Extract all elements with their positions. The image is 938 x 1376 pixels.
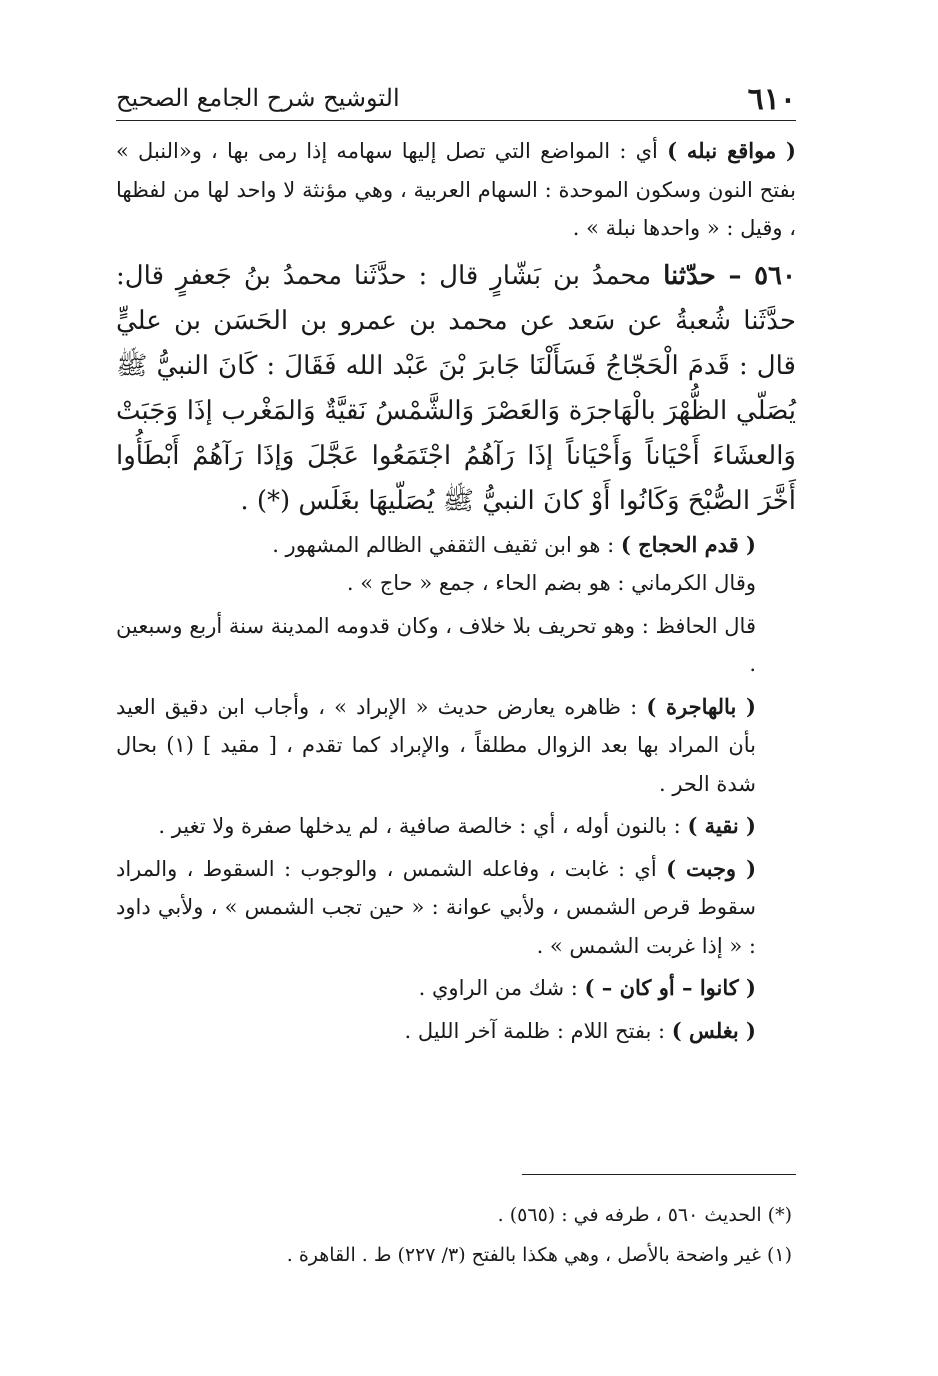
- footnote-1: (١) غير واضحة بالأصل ، وهي هكذا بالفتح (٣/ ٢٢٧) ط . القاهرة .: [286, 1244, 792, 1266]
- paragraph-naqiyya: [116, 807, 796, 846]
- lemma: ( مواقع نبله ): [667, 138, 796, 163]
- lemma: ( كانوا – أو كان – ): [584, 975, 756, 1000]
- paragraph-qadima-al-hajjaj: [116, 526, 796, 565]
- commentary: قال الحافظ : وهو تحريف بلا خلاف ، وكان قدومه المدينة سنة أربع وسبعين .: [116, 613, 756, 676]
- paragraph-mawaqi-nablih: [116, 132, 796, 248]
- lemma: ( وجبت ): [666, 855, 757, 881]
- paragraph-bil-hajira: [116, 688, 796, 804]
- commentary: : بفتح اللام : ظلمة آخر الليل .: [404, 1018, 672, 1043]
- lemma: ( قدم الحجاج ): [620, 531, 756, 557]
- commentary: أي : المواضع التي تصل إليها سهامه إذا رمى بها ، و«النبل » بفتح النون وسكون الموحدة : السهام العربية ، وهي مؤنثة لا واحد لها من لفظها ، وقيل : « واحدها نبلة » .: [116, 139, 796, 240]
- commentary: : شك من الراوي .: [418, 976, 585, 1000]
- page-header: [116, 80, 796, 121]
- paragraph-wajabat: [116, 850, 796, 966]
- commentary: : هو ابن ثقيف الثقفي الظالم المشهور .: [272, 532, 621, 557]
- footnotes: [116, 1195, 796, 1275]
- commentary: أي : غابت ، وفاعله الشمس ، والوجوب : السقوط ، والمراد سقوط قرص الشمس ، ولأبي عوانة : « حين تجب الشمس » ، ولأبي داود : « إذا غربت الشمس » .: [116, 856, 757, 958]
- commentary: وقال الكرماني : هو بضم الحاء ، جمع « حاج » .: [346, 571, 756, 595]
- hadith-560: [116, 254, 796, 524]
- page-number: ٦١٠: [747, 82, 796, 117]
- commentary: : ظاهره يعارض حديث « الإبراد » ، وأجاب ابن دقيق العيد بأن المراد بها بعد الزوال مطلقاً ، والإبراد كما تقدم ، [ مقيد ] (١) بحال شدة الحر .: [116, 694, 756, 796]
- footnote-star: (*) الحديث ٥٦٠ ، طرفه في : (٥٦٥) .: [497, 1204, 792, 1226]
- running-title: التوشيح شرح الجامع الصحيح: [116, 84, 400, 112]
- lemma: ( بالهاجرة ): [646, 693, 756, 719]
- main-text: [116, 132, 796, 1050]
- paragraph-hafiz: [116, 607, 796, 684]
- hadith-number: ٥٦٠ – حدّثنا: [663, 260, 796, 291]
- hadith-text: محمدُ بن بَشّارٍ قال : حدَّثَنا محمدُ بنُ جَعفرٍ قال: حدَّثَنا شُعبةُ عن سَعد عن محمد بن عمرو بن الحَسَن بن عليٍّ قال : قَدمَ الْحَجّاجُ فَسَأَلْنَا جَابرَ بْنَ عَبْد الله فَقَالَ : كَانَ النبيُّ ﷺ يُصَلّي الظُّهْرَ بالْهَاجرَة وَالعَصْرَ وَالشَّمْسُ نَقيَّةٌ وَالمَغْرب إذَا وَجَبَتْ وَالعشَاءَ أَحْيَاناً وَأَحْيَاناً إذَا رَآهُمُ اجْتَمَعُوا عَجَّلَ وَإذَا رَآهُمْ أَبْطَأُوا أَخَّرَ الصُّبْحَ وَكَانُوا أَوْ كانَ النبيُّ ﷺ يُصَلّيهَا بغَلَس (*) .: [116, 260, 796, 516]
- paragraph-kirmani: [116, 564, 796, 603]
- paragraph-bighalas: [116, 1012, 796, 1051]
- paragraph-kanu: [116, 969, 796, 1008]
- lemma: ( نقية ): [687, 813, 756, 838]
- commentary: : بالنون أوله ، أي : خالصة صافية ، لم يدخلها صفرة ولا تغير .: [158, 814, 688, 838]
- footnote-separator: [522, 1174, 796, 1175]
- lemma: ( بغلس ): [671, 1017, 756, 1043]
